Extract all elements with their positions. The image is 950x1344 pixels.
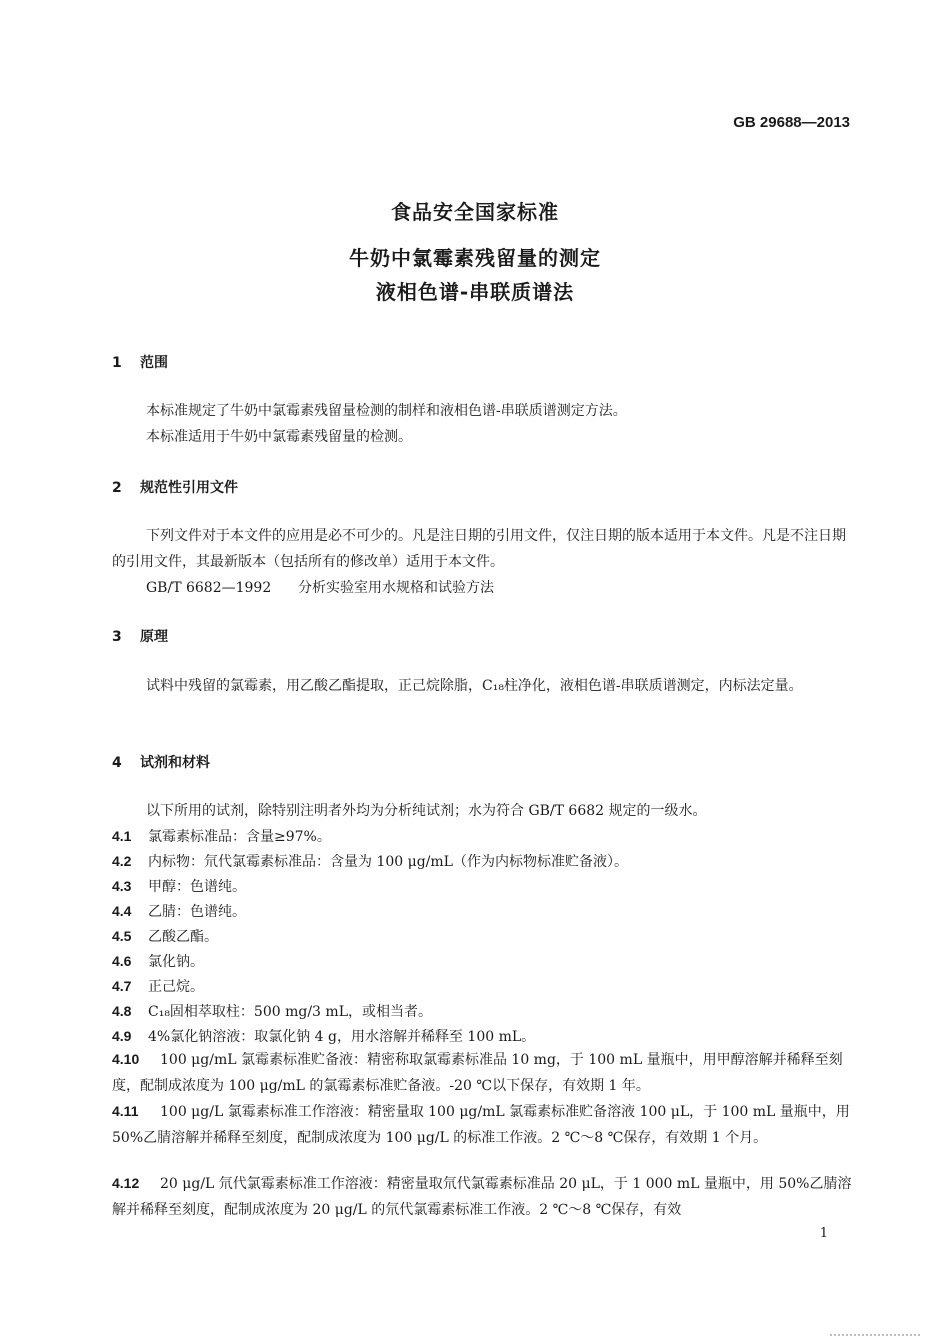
item-number: 4.5	[112, 928, 132, 944]
list-item	[112, 873, 852, 900]
list-item	[112, 923, 852, 950]
item-text: 氯霉素标准品：含量≥97%。	[148, 829, 331, 845]
item-number: 4.7	[112, 978, 132, 994]
section-title: 范围	[140, 355, 168, 371]
section-number: 3	[112, 629, 122, 645]
item-text: 乙酸乙酯。	[148, 929, 218, 945]
list-item	[112, 998, 852, 1025]
section-2-heading	[112, 477, 238, 497]
item-text: 甲醇：色谱纯。	[148, 879, 246, 895]
item-number: 4.2	[112, 853, 132, 869]
item-text: 4%氯化钠溶液：取氯化钠 4 g，用水溶解并稀释至 100 mL。	[148, 1029, 536, 1045]
item-text: 氯化钠。	[148, 954, 204, 970]
reference-title: 分析实验室用水规格和试验方法	[298, 580, 494, 596]
title-category: 食品安全国家标准	[391, 200, 559, 224]
list-item	[112, 973, 852, 1000]
section-4-heading	[112, 752, 210, 772]
item-number: 4.3	[112, 878, 132, 894]
page-number: 1	[819, 1226, 828, 1241]
section-3-paragraph: 试料中残留的氯霉素，用乙酸乙酯提取，正己烷除脂，C₁₈柱净化，液相色谱-串联质谱测定，内标法定量。	[146, 678, 803, 694]
section-title: 规范性引用文件	[140, 480, 238, 496]
list-item	[112, 1098, 852, 1151]
reference-code: GB/T 6682—1992	[146, 580, 272, 596]
section-2-paragraph: 下列文件对于本文件的应用是必不可少的。凡是注日期的引用文件，仅注日期的版本适用于本文件。凡是不注日期的引用文件，其最新版本（包括所有的修改单）适用于本文件。	[112, 528, 846, 570]
item-text: 内标物：氘代氯霉素标准品：含量为 100 μg/mL（作为内标物标准贮备液）。	[148, 854, 628, 870]
item-number: 4.8	[112, 1003, 132, 1019]
item-number: 4.12	[112, 1175, 140, 1191]
list-item	[112, 948, 852, 975]
item-text: 20 μg/L 氘代氯霉素标准工作溶液：精密量取氘代氯霉素标准品 20 μL，于 1 000 mL 量瓶中，用 50%乙腈溶解并稀释至刻度，配制成浓度为 20 μg/L 的氘代氯霉素标准工作液。2 ℃～8 ℃保存，有效	[112, 1176, 852, 1218]
list-item	[112, 848, 852, 875]
standard-number: GB 29688—2013	[733, 114, 850, 131]
section-1-paragraph-1: 本标准规定了牛奶中氯霉素残留量检测的制样和液相色谱-串联质谱测定方法。	[146, 403, 627, 419]
item-text: 100 μg/L 氯霉素标准工作溶液：精密量取 100 μg/mL 氯霉素标准贮备溶液 100 μL，于 100 mL 量瓶中，用 50%乙腈溶解并稀释至刻度，配制成浓度为 100 μg/L 的标准工作液。2 ℃～8 ℃保存，有效期 1 个月。	[112, 1104, 850, 1146]
item-number: 4.6	[112, 953, 132, 969]
section-1-paragraph-2: 本标准适用于牛奶中氯霉素残留量的检测。	[146, 429, 412, 445]
item-number: 4.10	[112, 1051, 140, 1067]
list-item	[112, 823, 852, 850]
item-number: 4.1	[112, 828, 132, 844]
title-main: 牛奶中氯霉素残留量的测定	[349, 246, 601, 270]
item-number: 4.11	[112, 1103, 139, 1119]
item-text: 100 μg/mL 氯霉素标准贮备液：精密称取氯霉素标准品 10 mg，于 100 mL 量瓶中，用甲醇溶解并稀释至刻度，配制成浓度为 100 μg/mL 的氯霉素标准贮备液。-20 ℃以下保存，有效期 1 年。	[112, 1052, 843, 1094]
section-number: 1	[112, 355, 122, 371]
list-item	[112, 1170, 852, 1223]
scan-artifact	[830, 1330, 920, 1336]
item-number: 4.4	[112, 903, 132, 919]
section-4-intro: 以下所用的试剂，除特别注明者外均为分析纯试剂；水为符合 GB/T 6682 规定的一级水。	[146, 803, 707, 819]
item-text: C₁₈固相萃取柱：500 mg/3 mL，或相当者。	[148, 1004, 432, 1020]
item-text: 乙腈：色谱纯。	[148, 904, 246, 920]
title-method: 液相色谱-串联质谱法	[375, 280, 575, 304]
list-item	[112, 1046, 852, 1099]
list-item	[112, 898, 852, 925]
section-title: 原理	[140, 629, 168, 645]
section-3-heading	[112, 626, 168, 646]
normative-reference	[146, 575, 494, 601]
section-number: 2	[112, 480, 122, 496]
item-text: 正己烷。	[148, 979, 204, 995]
item-number: 4.9	[112, 1028, 132, 1044]
section-title: 试剂和材料	[140, 755, 210, 771]
section-number: 4	[112, 755, 122, 771]
section-1-heading	[112, 352, 168, 372]
